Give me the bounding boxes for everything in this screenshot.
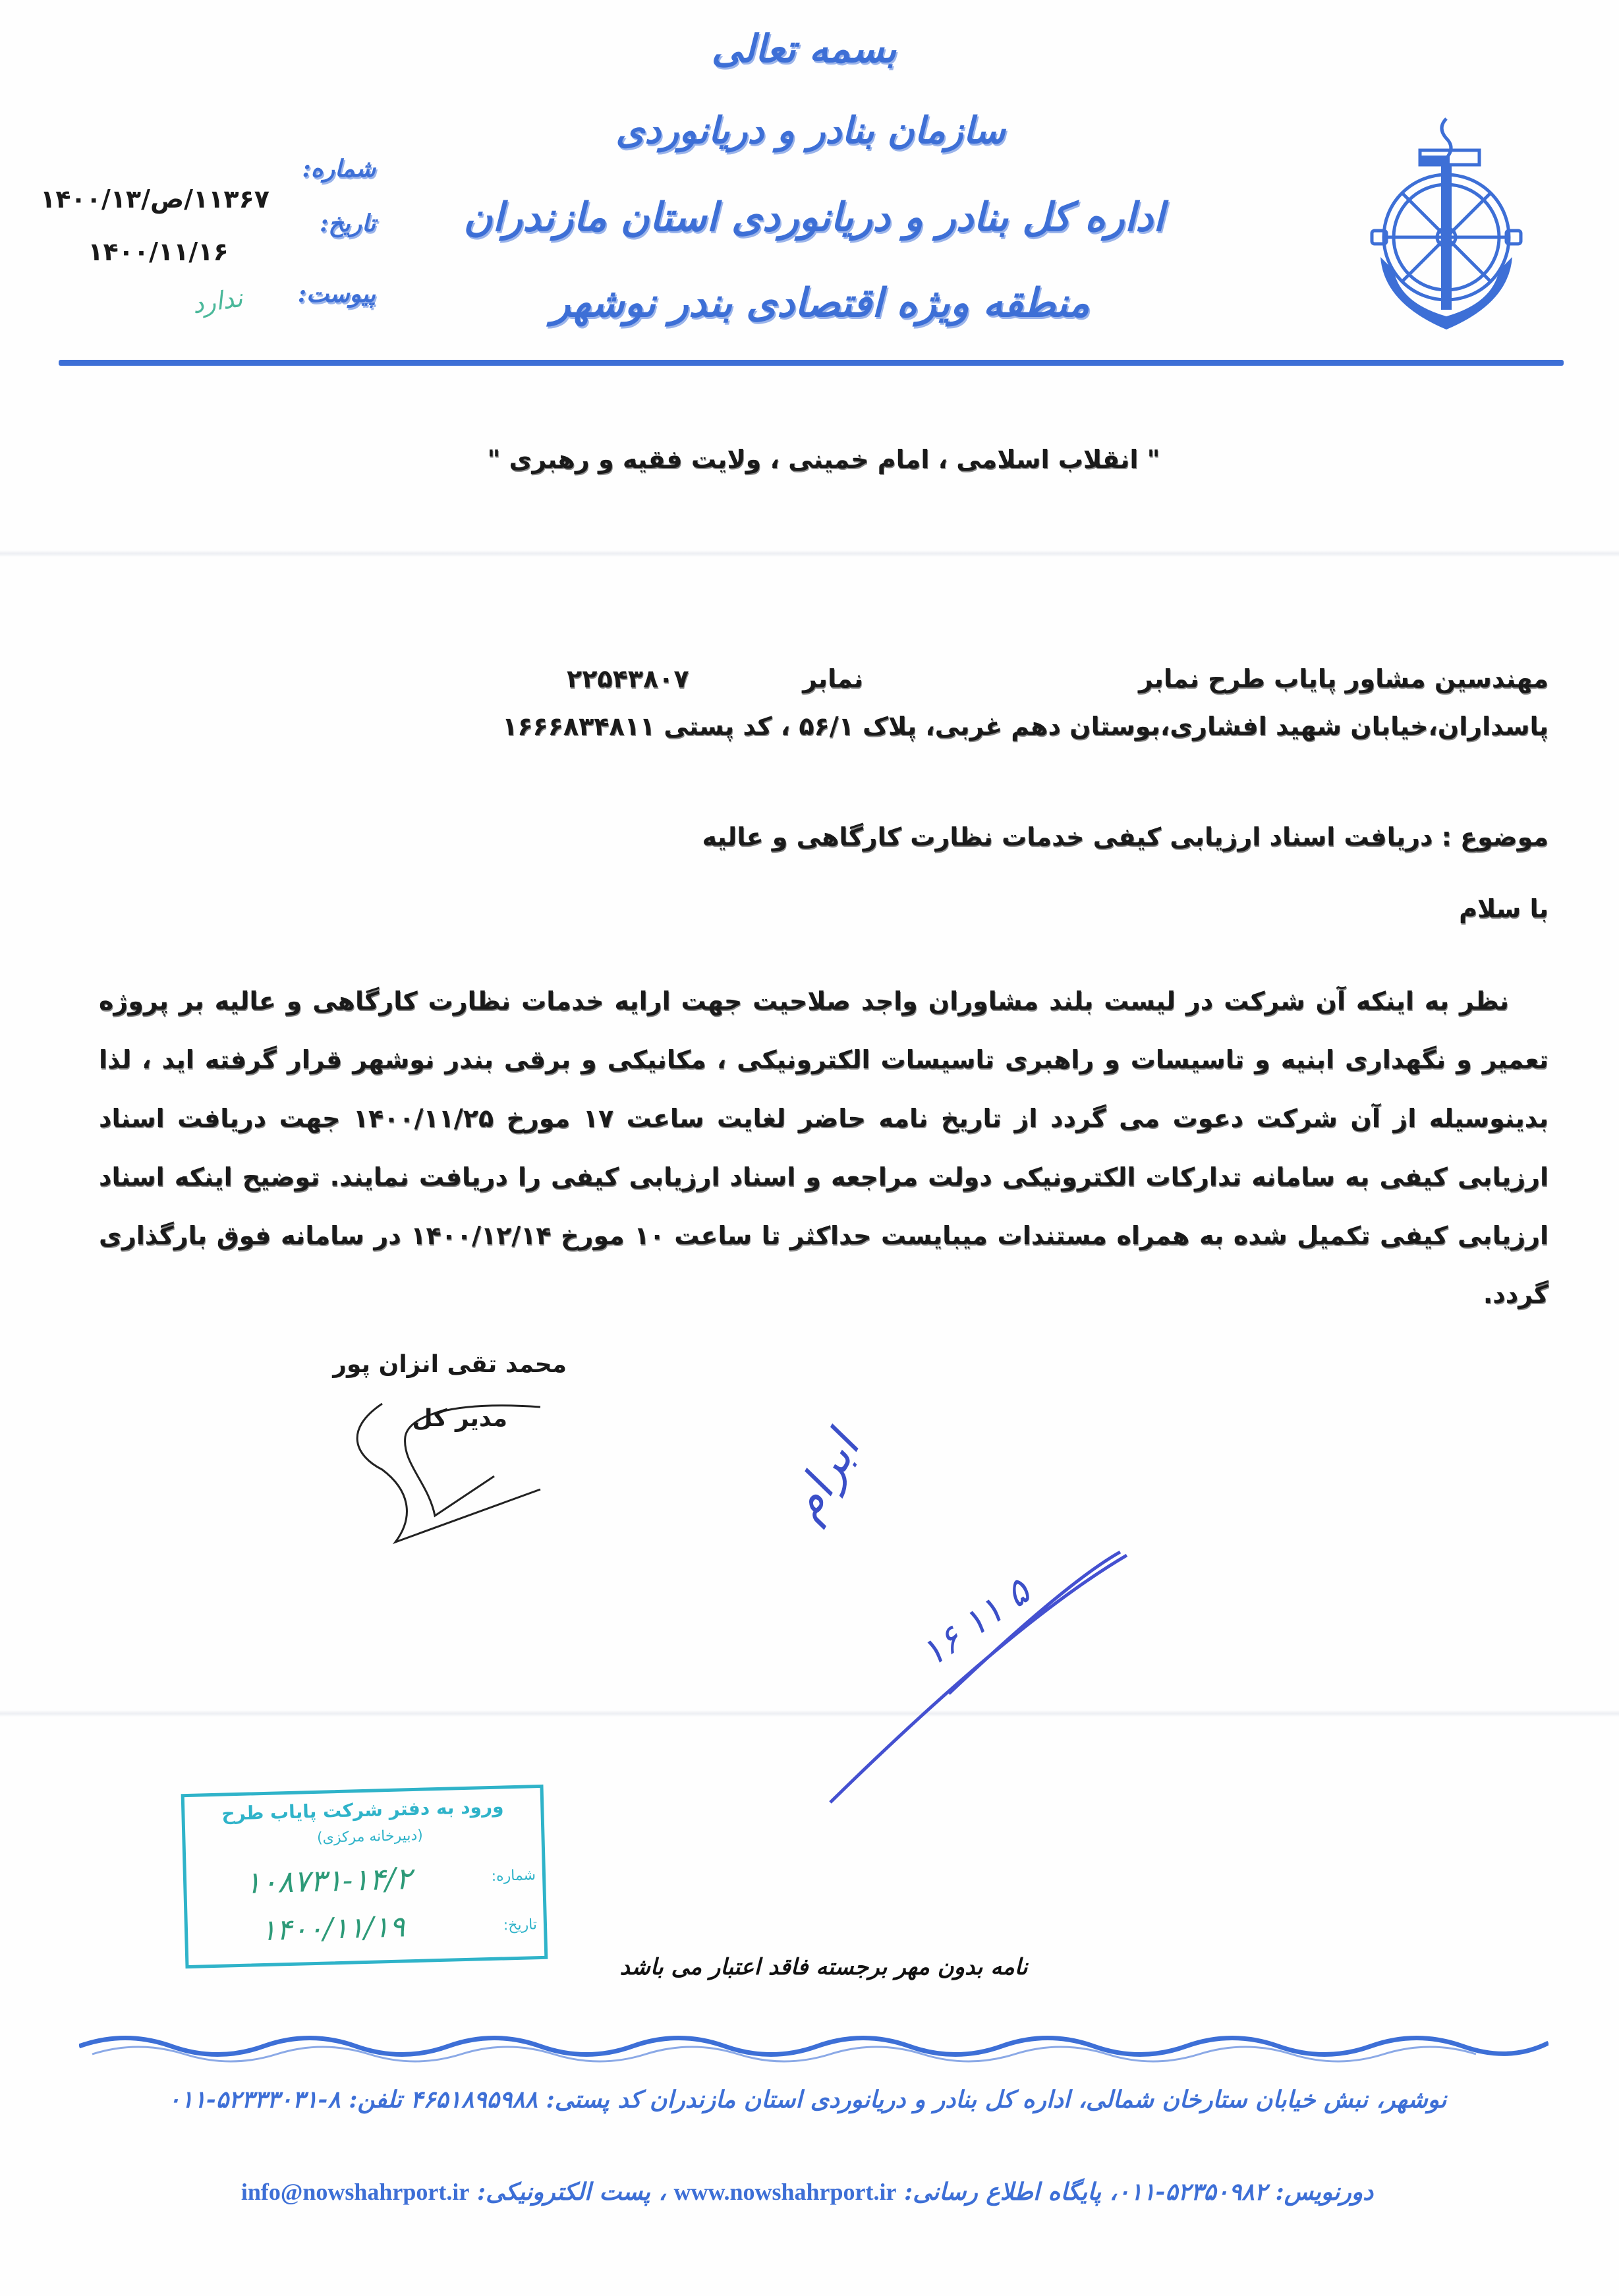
stamp-title: ورود به دفتر شرکت پایاب طرح: [221, 1795, 504, 1825]
handwritten-note: ابرام: [777, 1423, 870, 1531]
wave-decoration: [79, 2026, 1548, 2066]
fax-and-website-label: دورنویس: ۵۲۳۵۰۹۸۲-۰۱۱، پایگاه اطلاع رسانی:: [903, 2178, 1374, 2206]
stamp-date-label: تاریخ:: [503, 1916, 538, 1934]
recipient-address: پاسداران،خیابان شهید افشاری،بوستان دهم غربی، پلاک ۵۶/۱ ، کد پستی ۱۶۶۶۸۳۴۸۱۱: [502, 712, 1548, 741]
website-link[interactable]: www.nowshahrport.ir: [673, 2179, 897, 2205]
date-label: تاریخ:: [320, 210, 376, 237]
signatory-name: محمد تقی انزان پور: [333, 1351, 567, 1378]
received-stamp: [181, 1785, 548, 1968]
pen-stroke: [817, 1542, 1133, 1812]
body-line-5: میبایست حداکثر تا ساعت ۱۰ مورخ ۱۴۰۰/۱۲/۱۴ در سامانه فوق بارگذاری گردد.: [99, 1221, 1548, 1309]
stamp-number-value: ۱۰۸۷۳۱-۱۴/۲: [244, 1860, 412, 1901]
validity-note: نامه بدون مهر برجسته فاقد اعتبار می باشد: [619, 1954, 1028, 1980]
stamp-subtitle: (دبیرخانه مرکزی): [316, 1827, 424, 1847]
handwritten-date: ۱۶ ۱۱ ۵: [913, 1570, 1038, 1676]
greeting: با سلام: [1459, 894, 1548, 923]
body-line-4: الکترونیکی دولت مراجعه و اسناد ارزیابی کیفی را دریافت نمایند. توضیح اینکه اسناد ارزیابی کیفی تکمیل شده به همراه مستندات: [99, 1162, 1549, 1250]
body-line-2: نگهداری ابنیه و تاسیسات و راهبری تاسیسات الکترونیکی ، مکانیکی و برقی بندر نوشهر قرار گرفته اید ، لذا بدینوسیله از آن: [99, 1045, 1548, 1133]
subject: موضوع : دریافت اسناد ارزیابی کیفی خدمات نظارت کارگاهی و عالیه: [702, 822, 1548, 851]
footer-address: نوشهر، نبش خیابان ستارخان شمالی، اداره کل بنادر و دریانوردی استان مازندران کد پستی: ۴۶۵۱۸۹۵۹۸۸ تلفن: ۸-۵۲۳۳۳۰۳۱-۰۱۱: [167, 2086, 1447, 2113]
body-paragraph: [99, 972, 1548, 1324]
department-name: اداره کل بنادر و دریانوردی استان مازندران: [463, 194, 1164, 241]
fax-label: نمابر: [803, 664, 863, 693]
stamp-number-label: شماره:: [491, 1867, 536, 1885]
zone-name: منطقه ویژه اقتصادی بندر نوشهر: [551, 280, 1090, 326]
signatory-title: مدیر کل: [412, 1405, 507, 1432]
body-line-1: نظر به اینکه آن شرکت در لیست بلند مشاوران واجد صلاحیت جهت ارایه خدمات نظارت کارگاهی و عالیه بر پروژه تعمیر و: [99, 987, 1548, 1074]
slogan: " انقلاب اسلامی ، امام خمینی ، ولایت فقیه و رهبری ": [487, 445, 1160, 474]
number-label: شماره:: [302, 155, 376, 183]
fax-number: ۲۲۵۴۳۸۰۷: [567, 664, 689, 693]
attachment-value: ندارد: [190, 283, 244, 320]
organization-name: سازمان بنادر و دریانوردی: [615, 109, 1006, 152]
stamp-date-value: ۱۴۰۰/۱۱/۱۹: [260, 1910, 406, 1948]
anchor-wheel-icon: [1364, 112, 1529, 336]
attachment-label: پیوست:: [297, 280, 376, 308]
email-link[interactable]: info@nowshahrport.ir: [241, 2179, 470, 2205]
ports-organization-logo: [1364, 112, 1529, 336]
letter-date: ۱۴۰۰/۱۱/۱۶: [88, 237, 229, 266]
invocation: بسمه تعالی: [711, 26, 897, 71]
body-line-3: شرکت دعوت می گردد از تاریخ نامه حاضر لغایت ساعت ۱۷ مورخ ۱۴۰۰/۱۱/۲۵ جهت دریافت اسناد ارزیابی کیفی به سامانه تدارکات: [99, 1104, 1548, 1191]
footer-contacts: [99, 2175, 1516, 2210]
letter-number: ۱۱۳۶۷/ص/۱۴۰۰/۱۳: [40, 185, 270, 214]
email-label: ، پست الکترونیکی:: [476, 2178, 667, 2206]
recipient-name: مهندسین مشاور پایاب طرح نمابر: [1138, 664, 1548, 693]
scan-artifact: [0, 1710, 1619, 1717]
scan-artifact: [0, 550, 1619, 557]
header-divider: [59, 360, 1564, 366]
